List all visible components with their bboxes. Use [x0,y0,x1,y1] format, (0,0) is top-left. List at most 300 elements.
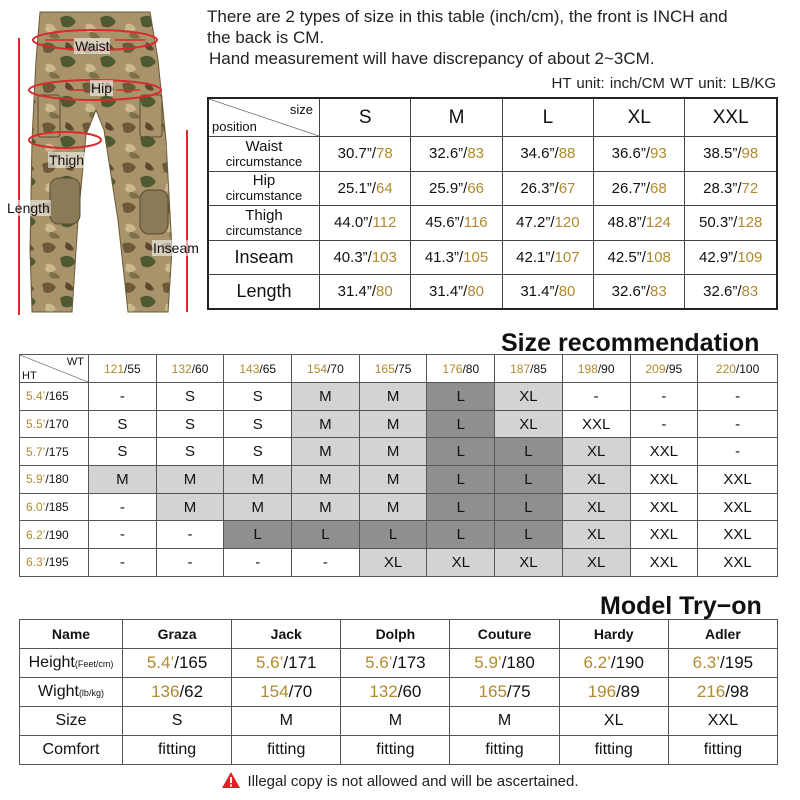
height-value [26,555,69,569]
model-weight [123,678,232,707]
size-header-m: M [411,98,502,137]
recommended-size-cell: XXL [630,438,698,466]
model-weight-value-primary: 196 [587,682,617,701]
weight-header [562,355,630,383]
recommended-size-cell: XL [562,549,630,577]
height-header [20,383,89,411]
weight-value-primary: 165 [374,361,395,376]
model-height-value-primary: 6.3’ [692,653,721,672]
model-size: S [123,707,232,736]
recommended-size-cell: XXL [698,521,778,549]
recommended-size-cell: M [292,438,360,466]
size-value-secondary: 72 [741,179,759,197]
height-value [26,389,69,403]
weight-value [578,362,615,376]
recommended-size-cell: L [427,521,495,549]
size-cell [685,275,777,310]
size-value-secondary: 83 [741,283,759,300]
model-comfort: fitting [450,736,559,765]
size-value [334,214,396,231]
size-cell [594,171,685,206]
weight-value-primary: 176 [442,361,463,376]
weight-value-primary: 154 [307,361,328,376]
size-row-length [208,275,777,310]
weight-value-secondary: /55 [124,361,141,376]
row-label-sub: circumstance [225,188,303,204]
size-row-label [208,275,320,310]
size-row-waist [208,137,777,172]
weight-value [375,362,412,376]
model-weight [341,678,450,707]
recommended-size-cell: XXL [630,549,698,577]
height-value-secondary: /175 [45,444,69,459]
model-height-value-primary: 5.6’ [255,653,284,672]
weight-header [156,355,224,383]
recommended-size-cell: - [156,521,224,549]
size-row-label [208,171,320,206]
model-height-value [147,653,208,672]
recommended-size-cell: M [156,493,224,521]
height-row [20,438,778,466]
model-comfort: fitting [559,736,668,765]
size-cell [502,171,593,206]
size-header-row [208,98,777,137]
size-cell [594,275,685,310]
size-value-secondary: 66 [467,179,485,197]
size-value-secondary: 107 [554,248,580,266]
intro-line-2: the back is CM. [207,28,325,47]
size-value-secondary: 120 [554,214,580,232]
model-weight-value-primary: 132 [369,682,398,701]
size-cell [502,206,593,241]
size-row-label [208,206,320,241]
height-value-secondary: /195 [45,555,69,570]
model-size: M [450,707,559,736]
weight-value-primary: 209 [645,361,666,376]
size-value [612,283,667,300]
weight-value [645,362,682,376]
size-value-primary: 42.1”/ [516,248,555,266]
model-height-row [20,649,778,678]
size-value [429,283,484,300]
model-weight-value [697,682,749,701]
weight-header [495,355,563,383]
height-value-primary: 5.4’ [26,389,46,404]
size-value [699,249,762,266]
model-height-value-secondary: /195 [720,653,754,672]
model-weight-value-secondary: /98 [725,682,749,701]
name-label-text: Name [51,626,91,642]
recommended-size-cell: M [224,466,292,494]
size-value-secondary: 98 [741,145,759,163]
size-value [520,180,575,197]
recommended-size-cell: S [156,438,224,466]
row-label-sub: circumstance [225,153,303,169]
weight-value-primary: 198 [577,361,598,376]
recommendation-title: Size recommendation [501,329,760,357]
model-height-value-secondary: /171 [283,653,317,672]
height-value-primary: 6.0’ [26,500,46,515]
recommended-size-cell: L [495,438,563,466]
height-value-primary: 5.9’ [26,472,46,487]
size-value [608,214,671,231]
model-height-value-primary: 6.2’ [583,653,611,672]
weight-header [292,355,360,383]
recommended-size-cell: - [89,493,157,521]
recommended-size-cell: L [427,383,495,411]
height-label-text: Height [28,654,75,671]
weight-label [20,678,123,707]
size-value-secondary: 112 [372,214,397,232]
size-value-primary: 32.6”/ [611,283,651,300]
size-cell [685,137,777,172]
size-corner [208,98,320,137]
model-height-value-primary: 5.4’ [146,653,175,672]
size-cell [685,240,777,275]
size-value-primary: 31.4”/ [428,283,468,300]
model-weight-value-secondary: /75 [506,682,531,701]
recommended-size-cell: L [224,521,292,549]
model-weight [232,678,341,707]
size-value-secondary: 83 [467,145,485,163]
size-value-secondary: 128 [737,214,763,232]
model-weight-value [479,682,531,701]
size-cell [594,137,685,172]
size-cell [594,240,685,275]
warning-icon [221,771,241,793]
size-row-thigh [208,206,777,241]
intro-line-3: Hand measurement will have discrepancy of about 2~3CM. [209,49,655,68]
recommended-size-cell: M [359,466,427,494]
recommended-size-cell: S [156,410,224,438]
model-name: Dolph [341,620,450,649]
weight-value [307,362,344,376]
size-value [703,180,758,197]
model-comfort: fitting [123,736,232,765]
size-value-secondary: 116 [463,214,488,232]
size-value-secondary: 67 [558,179,576,197]
recommended-size-cell: L [427,466,495,494]
height-row [20,466,778,494]
weight-value-primary: 121 [103,361,125,376]
size-value [429,145,484,162]
recommended-size-cell: XL [562,521,630,549]
size-cell [685,171,777,206]
recommended-size-cell: S [89,438,157,466]
height-header [20,466,89,494]
recommended-size-cell: XL [562,493,630,521]
recommended-size-cell: L [495,466,563,494]
model-size: M [232,707,341,736]
recommended-size-cell: S [224,383,292,411]
model-height [450,649,559,678]
row-label-main: Waist [245,137,283,155]
recommended-size-cell: XXL [562,410,630,438]
weight-header [427,355,495,383]
size-value-primary: 28.3”/ [703,179,742,197]
model-weight-value [151,682,203,701]
height-value-secondary: /190 [45,527,69,542]
height-value [26,500,69,514]
model-height [668,649,777,678]
size-value-primary: 44.0”/ [334,214,373,232]
model-weight-value-secondary: /60 [397,682,422,701]
weight-value-primary: 220 [715,361,736,376]
recommended-size-cell: XL [427,549,495,577]
size-table [207,97,778,310]
recommended-size-cell: M [292,493,360,521]
model-height [232,649,341,678]
size-value [612,180,667,197]
corner-ht-label: HT [22,370,37,382]
model-height-value [256,653,317,672]
recommended-size-cell: - [630,410,698,438]
size-value-primary: 38.5”/ [703,145,742,163]
height-header [20,521,89,549]
size-value-secondary: 88 [558,145,576,163]
model-height [559,649,668,678]
size-header-xl: XL [594,98,685,137]
size-value [608,249,671,266]
weight-value [104,362,141,376]
weight-label-unit: (lb/kg) [78,688,104,698]
model-height-value [474,653,535,672]
row-label-main: Inseam [234,246,294,267]
recommended-size-cell: M [89,466,157,494]
model-weight-value-secondary: /70 [288,682,313,701]
size-value [612,145,667,162]
height-row [20,549,778,577]
model-weight-value-primary: 154 [260,682,289,701]
size-value-secondary: 80 [558,283,576,300]
weight-header [359,355,427,383]
model-weight [559,678,668,707]
model-height-value [693,653,754,672]
size-value [338,283,393,300]
product-image [0,0,205,330]
size-value-primary: 25.9”/ [428,179,468,197]
recommended-size-cell: XL [562,466,630,494]
model-height-value-secondary: /180 [501,653,535,672]
height-label [20,649,123,678]
model-height-value-primary: 5.6’ [365,653,393,672]
size-value-primary: 42.9”/ [698,248,738,266]
warning-text: Illegal copy is not allowed and will be ascertained. [247,773,579,790]
weight-value [239,362,276,376]
size-value-primary: 41.3”/ [424,248,464,266]
row-label-main: Thigh [245,206,283,224]
recommended-size-cell: M [359,410,427,438]
corner-size-label: size [289,102,313,117]
size-value-primary: 25.1”/ [337,179,376,197]
model-weight-value [369,682,421,701]
size-value-primary: 31.4”/ [337,283,376,300]
height-value-secondary: /165 [45,389,69,404]
size-value-secondary: 80 [376,283,393,300]
recommended-size-cell: - [630,383,698,411]
size-value-primary: 50.3”/ [698,214,738,232]
length-label: Length [7,200,50,216]
model-weight-row [20,678,778,707]
weight-value [172,362,209,376]
recommended-size-cell: L [427,410,495,438]
weight-value [510,362,547,376]
model-height-value [365,653,426,672]
corner-position-label: position [212,119,257,134]
model-size-row [20,707,778,736]
size-value [520,145,575,162]
model-weight [668,678,777,707]
recommended-size-cell: S [89,410,157,438]
size-value-secondary: 80 [467,283,485,300]
size-cell [320,206,411,241]
size-cell [320,275,411,310]
weight-value [716,362,759,376]
size-row-inseam [208,240,777,275]
size-value-primary: 34.6”/ [520,145,559,163]
size-value-primary: 40.3”/ [333,248,372,266]
size-value [429,180,484,197]
height-label-unit: (Feet/cm) [74,659,114,669]
model-table [19,619,778,765]
size-value [520,283,575,300]
recommended-size-cell: - [89,549,157,577]
size-cell [502,240,593,275]
waist-label: Waist [75,38,110,54]
size-value-primary: 32.6”/ [428,145,468,163]
model-weight-value-primary: 165 [478,682,507,701]
size-value-secondary: 109 [737,248,763,266]
size-value [333,249,396,266]
model-weight-value-secondary: /89 [616,682,640,701]
recommended-size-cell: XXL [698,466,778,494]
recommended-size-cell: M [292,466,360,494]
size-value-secondary: 64 [376,179,393,197]
weight-value-secondary: /100 [735,361,760,376]
model-name: Couture [450,620,559,649]
size-value-secondary: 108 [645,248,671,266]
size-cell [411,240,502,275]
model-comfort: fitting [341,736,450,765]
model-size: M [341,707,450,736]
weight-value-secondary: /90 [597,361,615,376]
weight-value-secondary: /60 [191,361,209,376]
weight-header [89,355,157,383]
size-label [20,707,123,736]
model-height-value-primary: 5.9’ [474,653,502,672]
height-value [26,417,69,431]
weight-header [630,355,698,383]
recommended-size-cell: M [292,383,360,411]
recommended-size-cell: - [698,438,778,466]
recommended-size-cell: S [224,410,292,438]
model-size: XL [559,707,668,736]
height-row [20,410,778,438]
size-value [516,214,579,231]
intro-line-1: There are 2 types of size in this table (inch/cm), the front is INCH and [207,7,728,26]
model-weight-value-primary: 136 [151,682,180,701]
size-value-primary: 42.5”/ [607,248,646,266]
recommended-size-cell: - [156,549,224,577]
recommended-size-cell: L [427,438,495,466]
height-value-secondary: /170 [45,417,69,432]
size-value-secondary: 83 [650,283,667,300]
size-value-primary: 26.3”/ [520,179,559,197]
recommended-size-cell: XL [495,410,563,438]
model-weight-value-secondary: /62 [179,682,204,701]
recommended-size-cell: L [427,493,495,521]
model-weight-value [260,682,312,701]
model-name-row [20,620,778,649]
recommendation-table [19,354,778,577]
model-name: Adler [668,620,777,649]
recommended-size-cell: XXL [630,521,698,549]
recommended-size-cell: XL [495,549,563,577]
size-value [338,180,393,197]
size-value-secondary: 78 [376,145,393,163]
thigh-label: Thigh [49,152,85,168]
row-label-main: Hip [252,172,276,190]
size-cell [685,206,777,241]
size-value-primary: 45.6”/ [425,214,464,232]
size-value-primary: 47.2”/ [516,214,555,232]
size-cell [411,275,502,310]
model-height-value [583,653,644,672]
recommended-size-cell: L [359,521,427,549]
rec-corner [20,355,89,383]
size-value-primary: 31.4”/ [520,283,559,300]
model-height [123,649,232,678]
weight-value-secondary: /65 [259,361,277,376]
comfort-label-text: Comfort [42,741,100,758]
size-value [703,283,758,300]
size-value [703,145,758,162]
recommended-size-cell: XXL [630,493,698,521]
size-value-secondary: 68 [650,179,667,197]
size-row-label [208,137,320,172]
recommended-size-cell: M [224,493,292,521]
size-header-s: S [320,98,411,137]
intro-text [207,6,797,69]
weight-value-primary: 132 [171,361,192,376]
model-title: Model Try−on [600,592,762,620]
size-value-primary: 36.6”/ [611,145,651,163]
model-weight-value [588,682,640,701]
size-value-primary: 48.8”/ [607,214,646,232]
recommended-size-cell: XXL [698,549,778,577]
size-cell [320,171,411,206]
weight-header [698,355,778,383]
recommended-size-cell: L [292,521,360,549]
height-row [20,521,778,549]
size-header-l: L [502,98,593,137]
height-value [26,472,69,486]
height-value [26,528,69,542]
size-value-secondary: 103 [371,248,397,266]
recommended-size-cell: M [359,493,427,521]
recommended-size-cell: M [156,466,224,494]
height-value-secondary: /185 [45,500,69,515]
recommended-size-cell: L [495,493,563,521]
size-value-primary: 26.7”/ [611,179,651,197]
size-row-label [208,240,320,275]
model-name: Hardy [559,620,668,649]
weight-label-text: Wight [38,683,79,700]
height-value-secondary: /180 [45,472,69,487]
weight-header [224,355,292,383]
recommended-size-cell: M [359,383,427,411]
size-cell [411,171,502,206]
